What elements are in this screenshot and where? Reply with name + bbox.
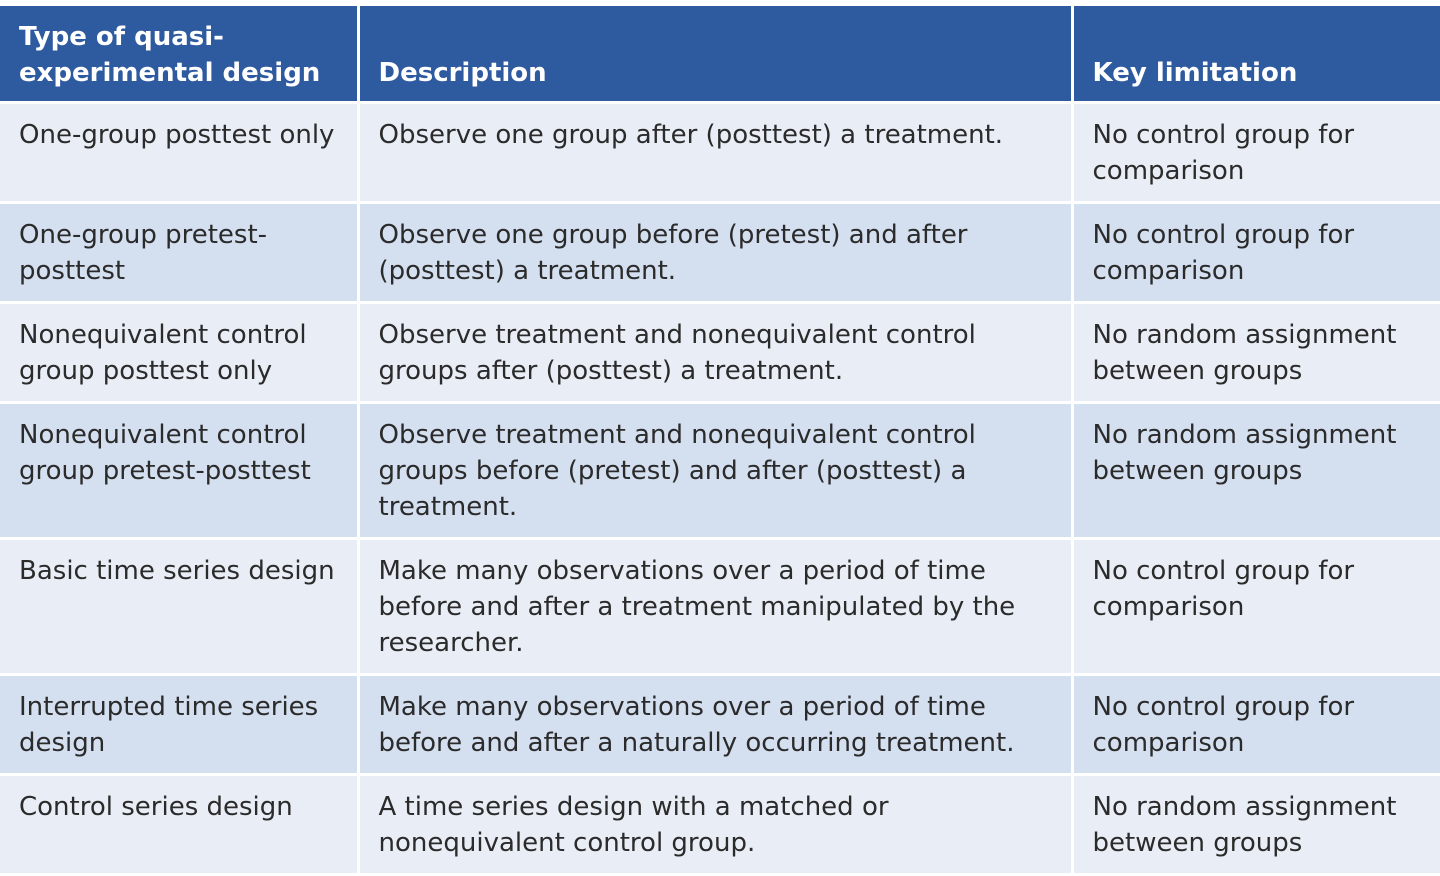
cell-description: Observe treatment and nonequivalent control groups after (posttest) a treatment. [358,302,1072,402]
table-row [0,202,1440,302]
table-header [0,6,1440,102]
cell-description: Observe one group before (pretest) and after (posttest) a treatment. [358,202,1072,302]
cell-limitation: No random assignment between groups [1072,402,1440,538]
cell-limitation: No random assignment between groups [1072,302,1440,402]
cell-type: Basic time series design [0,538,358,674]
header-row [0,6,1440,102]
quasi-experimental-designs-table [0,6,1440,876]
cell-type: Nonequivalent control group posttest only [0,302,358,402]
cell-limitation: No control group for comparison [1072,102,1440,202]
cell-description: Make many observations over a period of time before and after a naturally occurring treatment. [358,674,1072,774]
cell-limitation: No control group for comparison [1072,202,1440,302]
table-row [0,102,1440,202]
table-row [0,774,1440,874]
cell-type: Control series design [0,774,358,874]
header-limitation: Key limitation [1072,6,1440,102]
header-description: Description [358,6,1072,102]
cell-type: Nonequivalent control group pretest-posttest [0,402,358,538]
cell-type: Interrupted time series design [0,674,358,774]
cell-limitation: No control group for comparison [1072,674,1440,774]
table-row [0,538,1440,674]
cell-limitation: No control group for comparison [1072,538,1440,674]
cell-description: Observe one group after (posttest) a treatment. [358,102,1072,202]
cell-limitation: No random assignment between groups [1072,774,1440,874]
cell-description: Observe treatment and nonequivalent control groups before (pretest) and after (posttest) a treatment. [358,402,1072,538]
cell-type: One-group posttest only [0,102,358,202]
quasi-experimental-designs-table-wrapper [0,6,1440,876]
table-row [0,674,1440,774]
table-row [0,302,1440,402]
table-body [0,102,1440,874]
cell-type: One-group pretest-posttest [0,202,358,302]
cell-description: Make many observations over a period of time before and after a treatment manipulated by the researcher. [358,538,1072,674]
table-row [0,402,1440,538]
cell-description: A time series design with a matched or nonequivalent control group. [358,774,1072,874]
header-type: Type of quasi-experimental design [0,6,358,102]
